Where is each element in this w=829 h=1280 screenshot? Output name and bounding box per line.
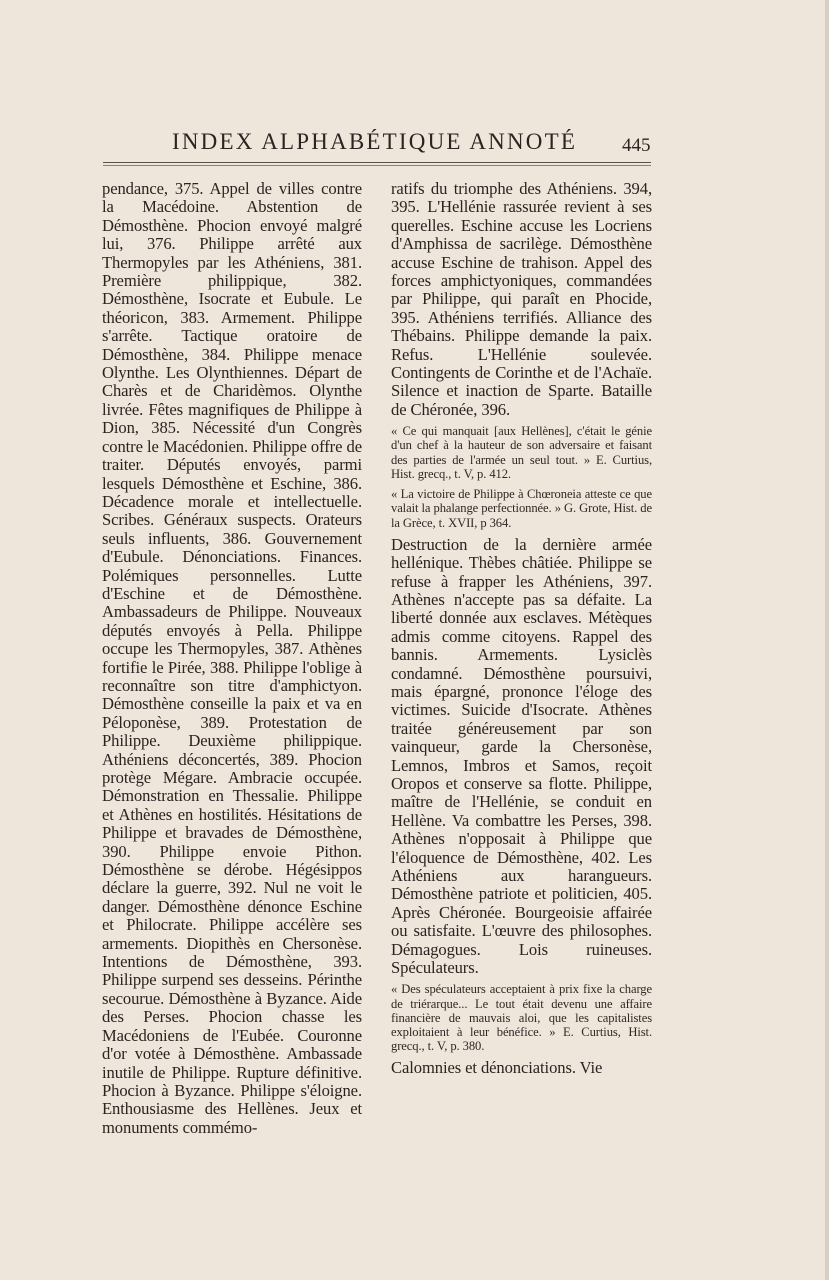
left-column-text: pendance, 375. Appel de villes contre la Macédoine. Abstention de Démosthène. Phocion envoyé malgré lui, 376. Philippe arrêté aux Thermopyles par les Athéniens, 381. Première philippique, 382. Démosthène, Isocrate et Eubule. Le théoricon, 383. Armement. Philippe s'arrête. Tactique oratoire de Démosthène, 384. Philippe menace Olynthe. Les Olynthiennes. Départ de Charès et de Charidèmos. Olynthe livrée. Fêtes magnifiques de Philippe à Dion, 385. Nécessité d'un Congrès contre le Macédonien. Philippe offre de traiter. Députés envoyés, parmi lesquels Démosthène et Eschine, 386. Décadence morale et intellectuelle. Scribes. Généraux suspects. Orateurs seuls influents, 386. Gouvernement d'Eubule. Dénonciations. Finances. Polémiques personnelles. Lutte d'Eschine et de Démosthène. Ambassadeurs de Philippe. Nouveaux députés envoyés à Pella. Philippe occupe les Thermopyles, 387. Athènes fortifie le Pirée, 388. Philippe l'oblige à reconnaître son titre d'amphictyon. Démosthène conseille la paix et va en Péloponèse, 389. Protestation de Philippe. Deuxième philippique. Athéniens déconcertés, 389. Phocion protège Mégare. Ambracie occupée. Démonstration en Thessalie. Philippe et Athènes en hostilités. Hésitations de Philippe et bravades de Démosthène, 390. Philippe envoie Pithon. Démosthène se dérobe. Hégésippos déclare la guerre, 392. Nul ne voit le danger. Démosthène dénonce Eschine et Philocrate. Philippe accélère ses armements. Diopithès en Chersonèse. Intentions de Démosthène, 393. Philippe surpend ses desseins. Périnthe secourue. Démosthène à Byzance. Aide des Perses. Phocion chasse les Macédoniens de l'Eubée. Couronne d'or votée à Démosthène. Ambassade inutile de Philippe. Rupture définitive. Phocion à Byzance. Philippe s'éloigne. Enthousiasme des Hellènes. Jeux et monuments commémo- (102, 179, 362, 1137)
right-paragraph-2: Destruction de la dernière armée hellénique. Thèbes châtiée. Philippe se refuse à frapper les Athéniens, 397. Athènes n'accepte pas sa défaite. La liberté donnée aux esclaves. Métèques admis comme citoyens. Rappel des bannis. Armements. Lysiclès condamné. Démosthène poursuivi, mais épargné, prononce l'éloge des victimes. Suicide d'Isocrate. Athènes traitée généreusement par son vainqueur, garde la Chersonèse, Lemnos, Imbros et Samos, reçoit Oropos et conserve sa flotte. Philippe, maître de l'Hellénie, se conduit en Hellène. Va combattre les Perses, 398. Athènes n'opposait à Philippe que l'éloquence de Démosthène, 402. Les Athéniens aux harangueurs. Démosthène patriote et politicien, 405. Après Chéronée. Bourgeoisie affairée ou satisfaite. L'œuvre des philosophes. Démagogues. Lois ruineuses. Spéculateurs. (391, 534, 652, 978)
quote-curtius-1: « Ce qui manquait [aux Hellènes], c'était le génie d'un chef à la hauteur de son adversaire et faisant des parties de l'armée un seul tout. » E. Curtius, Hist. grecq., t. V, p. 412. (391, 424, 652, 481)
header-rule (103, 162, 651, 163)
quote-curtius-2: « Des spéculateurs acceptaient à prix fixe la charge de triérarque... Le tout était devenu une affaire financière de mauvais aloi, que les capitalistes exploitaient à leur bénéfice. » E. Curtius, Hist. grecq., t. V, p. 380. (391, 982, 652, 1054)
page-number: 445 (622, 135, 651, 156)
running-title: INDEX ALPHABÉTIQUE ANNOTÉ (172, 129, 578, 154)
right-column (391, 180, 652, 1078)
quote-grote: « La victoire de Philippe à Chœroneia atteste ce que valait la phalange perfectionnée. » G. Grote, Hist. de la Grèce, t. XVII, p 364. (391, 487, 652, 530)
header-rule-thin (103, 165, 651, 166)
right-paragraph-3: Calomnies et dénonciations. Vie (391, 1058, 603, 1078)
page-edge (825, 0, 829, 1280)
right-paragraph-1: ratifs du triomphe des Athéniens. 394, 395. L'Hellénie rassurée revient à ses querelles. Eschine accuse les Locriens d'Amphissa de sacrilège. Démosthène accuse Eschine de trahison. Appel des forces amphictyoniques, commandées par Philippe, qui paraît en Phocide, 395. Athéniens terrifiés. Alliance des Thébains. Philippe demande la paix. Refus. L'Hellénie soulevée. Contingents de Corinthe et de l'Achaïe. Silence et inaction de Sparte. Bataille de Chéronée, 396. (391, 179, 652, 419)
running-head (0, 125, 829, 165)
left-column (102, 180, 362, 1137)
